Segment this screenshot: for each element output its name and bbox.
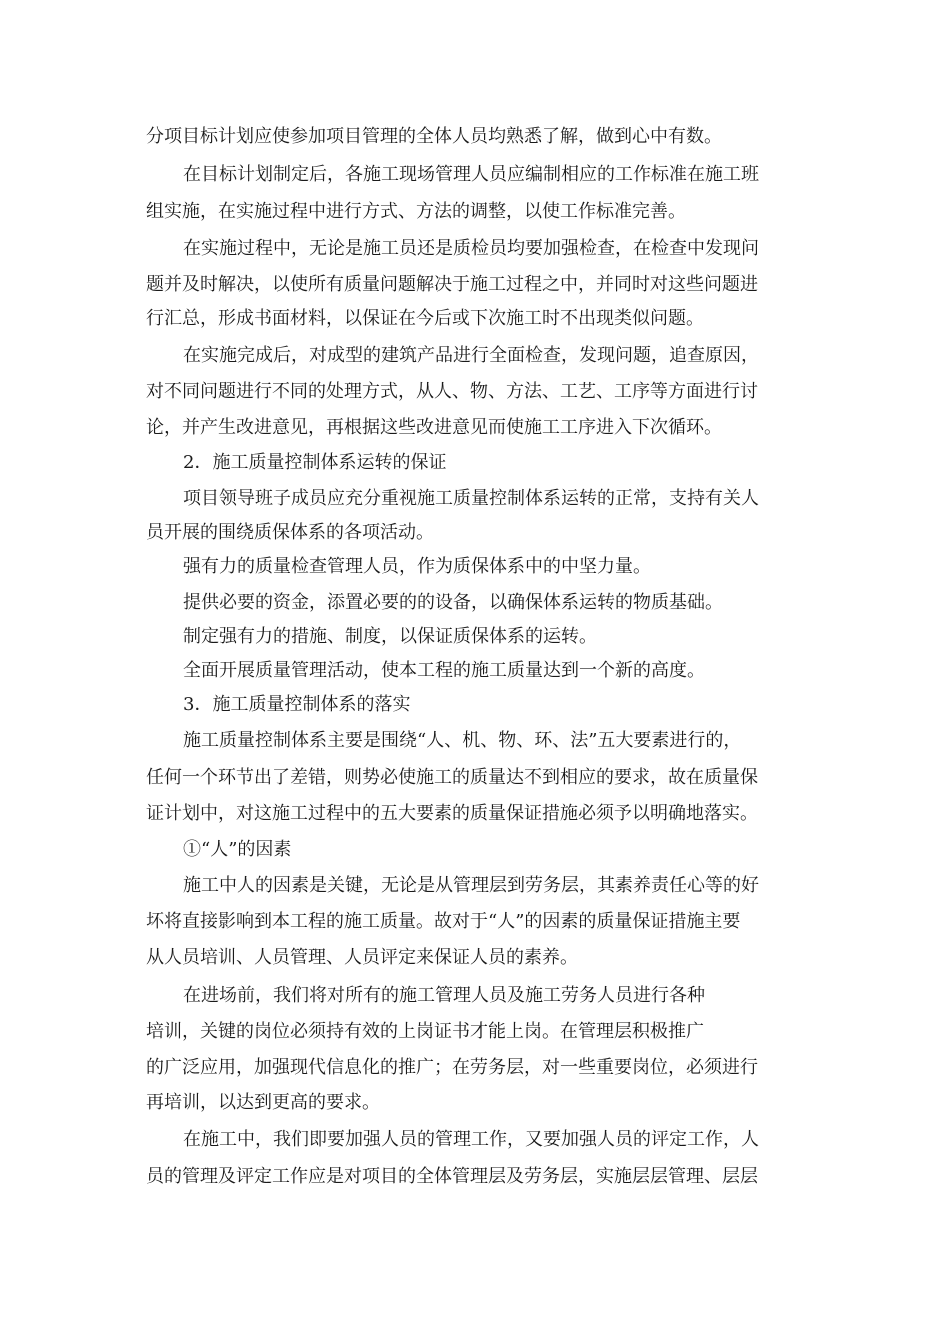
- paragraph-line: 行汇总，形成书面材料，以保证在今后或下次施工时不出现类似问题。: [146, 308, 704, 329]
- section-heading: 3．施工质量控制体系的落实: [183, 694, 411, 715]
- paragraph-line: 再培训，以达到更高的要求。: [146, 1092, 380, 1113]
- paragraph-line: 任何一个环节出了差错，则势必使施工的质量达不到相应的要求，故在质量保: [146, 767, 758, 788]
- section-heading: 2．施工质量控制体系运转的保证: [183, 452, 447, 473]
- paragraph-line: 证计划中，对这施工过程中的五大要素的质量保证措施必须予以明确地落实。: [146, 803, 758, 824]
- subsection-heading: ①“人”的因素: [183, 839, 292, 860]
- paragraph-line: 员开展的围绕质保体系的各项活动。: [146, 522, 434, 543]
- paragraph-line: 组实施，在实施过程中进行方式、方法的调整，以使工作标准完善。: [146, 201, 686, 222]
- paragraph-line: 施工质量控制体系主要是围绕“人、机、物、环、法”五大要素进行的，: [183, 730, 742, 751]
- paragraph-line: 在目标计划制定后，各施工现场管理人员应编制相应的工作标准在施工班: [183, 164, 759, 185]
- paragraph-line: 坏将直接影响到本工程的施工质量。故对于“人”的因素的质量保证措施主要: [146, 911, 741, 932]
- paragraph-line: 培训，关键的岗位必须持有效的上岗证书才能上岗。在管理层积极推广: [146, 1021, 704, 1042]
- paragraph-line: 从人员培训、人员管理、人员评定来保证人员的素养。: [146, 947, 578, 968]
- paragraph-line: 全面开展质量管理活动，使本工程的施工质量达到一个新的高度。: [183, 660, 705, 681]
- paragraph-line: 制定强有力的措施、制度，以保证质保体系的运转。: [183, 626, 597, 647]
- paragraph-line: 在施工中，我们即要加强人员的管理工作，又要加强人员的评定工作，人: [183, 1129, 759, 1150]
- paragraph-line: 对不同问题进行不同的处理方式，从人、物、方法、工艺、工序等方面进行讨: [146, 381, 758, 402]
- paragraph-line: 在实施过程中，无论是施工员还是质检员均要加强检查，在检查中发现问: [183, 238, 759, 259]
- paragraph-line: 的广泛应用，加强现代信息化的推广；在劳务层，对一些重要岗位，必须进行: [146, 1057, 758, 1078]
- paragraph-line: 提供必要的资金，添置必要的的设备，以确保体系运转的物质基础。: [183, 592, 723, 613]
- paragraph-line: 论，并产生改进意见，再根据这些改进意见而使施工工序进入下次循环。: [146, 417, 722, 438]
- paragraph-line: 员的管理及评定工作应是对项目的全体管理层及劳务层，实施层层管理、层层: [146, 1166, 758, 1187]
- paragraph-line: 分项目标计划应使参加项目管理的全体人员均熟悉了解，做到心中有数。: [146, 126, 722, 147]
- paragraph-line: 在实施完成后，对成型的建筑产品进行全面检查，发现问题，追查原因，: [183, 345, 759, 366]
- paragraph-line: 项目领导班子成员应充分重视施工质量控制体系运转的正常，支持有关人: [183, 488, 759, 509]
- paragraph-line: 施工中人的因素是关键，无论是从管理层到劳务层，其素养责任心等的好: [183, 875, 759, 896]
- paragraph-line: 在进场前，我们将对所有的施工管理人员及施工劳务人员进行各种: [183, 985, 705, 1006]
- paragraph-line: 强有力的质量检查管理人员，作为质保体系中的中坚力量。: [183, 556, 651, 577]
- paragraph-line: 题并及时解决，以使所有质量问题解决于施工过程之中，并同时对这些问题进: [146, 274, 758, 295]
